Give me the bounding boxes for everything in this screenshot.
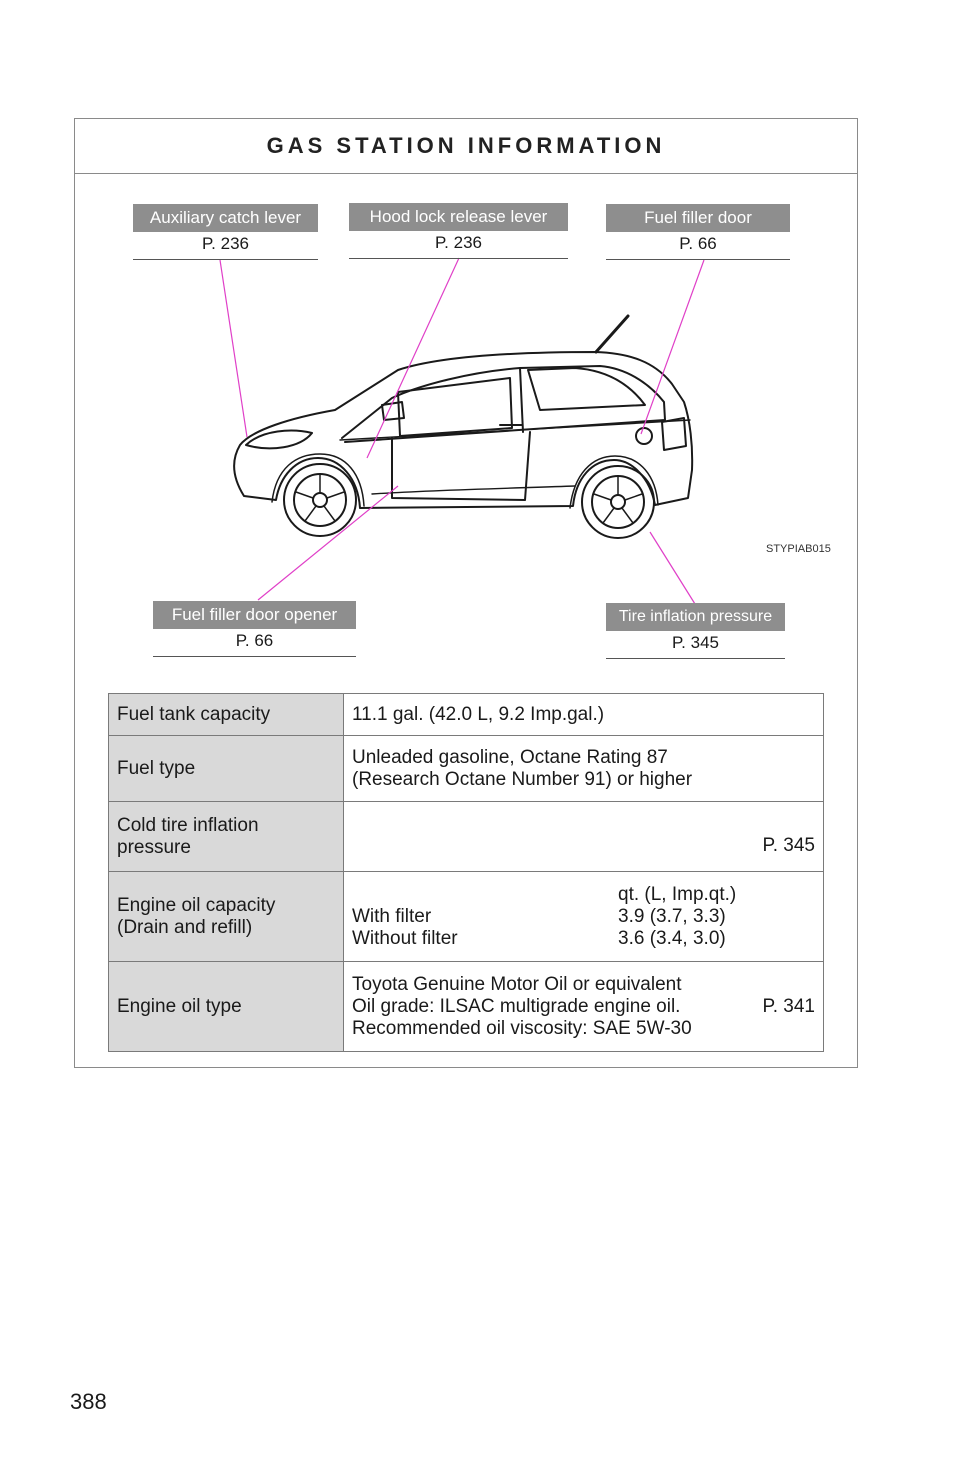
antenna-line [596,316,628,352]
fuel-door-shape [636,428,652,444]
row-label: Fuel type [109,736,344,802]
fuel-type-line2: (Research Octane Number 91) or higher [352,768,693,790]
callout-fuel-filler-door [606,204,790,260]
oil-cap-label-line2: (Drain and refill) [117,916,253,938]
callout-label: Auxiliary catch lever [133,204,318,232]
callout-label: Fuel filler door [606,204,790,232]
row-value [344,872,824,962]
callout-page-ref: P. 236 [435,233,482,252]
row-value [344,736,824,802]
callout-label: Hood lock release lever [349,203,568,231]
oil-type-line1: Toyota Genuine Motor Oil or equivalent [352,973,682,995]
oil-type-line3: Recommended oil viscosity: SAE 5W-30 [352,1017,692,1039]
row-value [344,962,824,1052]
callout-label: Fuel filler door opener [153,601,356,629]
front-window [398,378,512,436]
fuel-type-line1: Unleaded gasoline, Octane Rating 87 [352,746,668,768]
callout-auxiliary-catch-lever [133,204,318,260]
row-value [344,802,824,872]
table-row-fuel-type [109,736,824,802]
row-label: Fuel tank capacity [109,694,344,736]
callout-page-ref: P. 345 [672,633,719,652]
callout-page-ref: P. 66 [235,631,274,650]
oil-cap-label-line1: Engine oil capacity [117,894,276,916]
table-row-tire-pressure [109,802,824,872]
callout-page-ref: P. 66 [679,234,717,253]
row-value: 11.1 gal. (42.0 L, 9.2 Imp.gal.) [344,694,824,736]
row-label [109,872,344,962]
leader-hood-release [367,258,459,458]
row-label: Engine oil type [109,962,344,1052]
row-label [109,802,344,872]
with-filter-value: 3.9 (3.7, 3.3) [618,905,726,927]
oil-unit: qt. (L, Imp.qt.) [618,883,737,905]
callout-fuel-filler-door-opener [153,601,356,657]
tire-page-ref: P. 345 [762,834,815,856]
leader-fuel-opener [258,486,398,600]
tail-light [662,418,686,450]
leader-aux-catch [220,260,247,437]
tire-label-line2: pressure [117,836,191,858]
callout-tire-inflation-pressure [606,603,785,659]
table-row-fuel-tank [109,694,824,736]
leader-tire-pressure [650,532,695,604]
page-number: 388 [70,1389,107,1414]
rear-window [528,368,645,410]
callout-label: Tire inflation pressure [606,603,785,631]
car-illustration [0,0,960,700]
oil-type-line2: Oil grade: ILSAC multigrade engine oil. [352,995,681,1017]
spec-table [108,693,824,1052]
without-filter-label: Without filter [352,927,458,949]
page-title: GAS STATION INFORMATION [266,133,666,158]
callout-page-ref: P. 236 [202,234,249,253]
without-filter-value: 3.6 (3.4, 3.0) [618,927,726,949]
tire-label-line1: Cold tire inflation [117,814,259,836]
oil-type-page-ref: P. 341 [762,995,815,1017]
callout-hood-lock-release-lever [349,203,568,259]
with-filter-label: With filter [352,905,432,927]
table-row-oil-capacity [109,872,824,962]
table-row-oil-type [109,962,824,1052]
leader-fuel-door [641,260,704,434]
image-code: STYPIAB015 [766,543,831,555]
